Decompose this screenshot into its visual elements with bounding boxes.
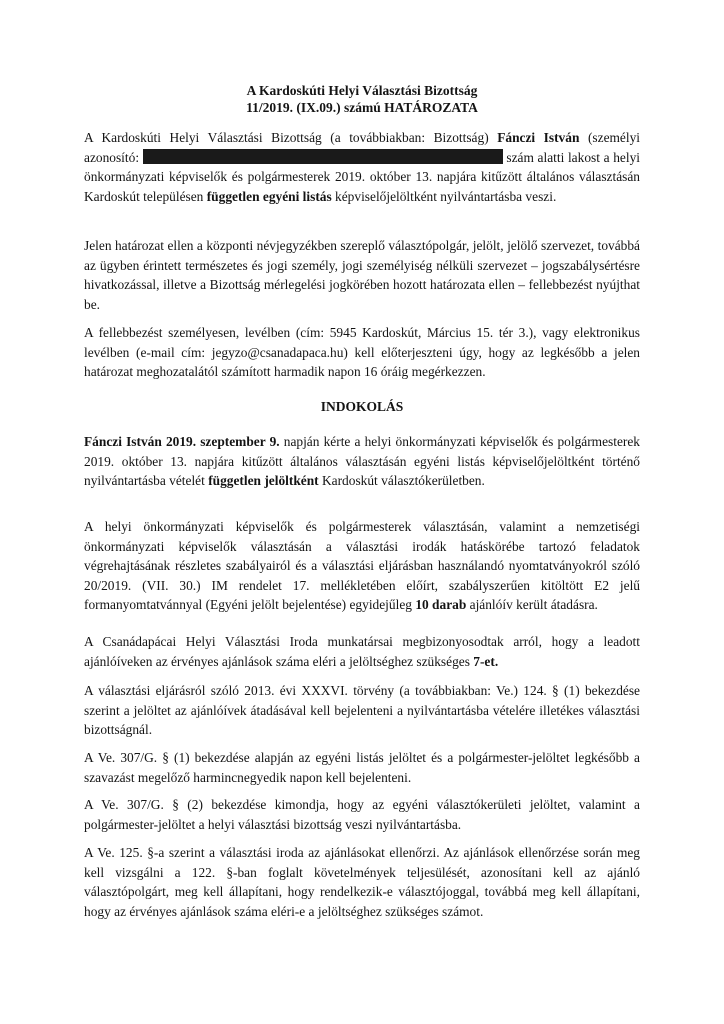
- appeal-submission-paragraph: A fellebbezést személyesen, levélben (cím: 5945 Kardoskút, Március 15. tér 3.), vagy elektronikus levélben (e-mail cím: jegyzo@csanadapaca.hu) kell előterjeszteni úgy, hogy az legkésőbb a jelen határozat meghozatalától számított harmadik napon 16 óráig megérkezzen.: [84, 325, 640, 379]
- reasoning-paragraph-5: A Ve. 307/G. § (1) bekezdése alapján az egyéni listás jelöltet és a polgármester-jelöltet legkésőbb a szavazást megelőző harmincnegyedik napon kell bejelenteni.: [84, 750, 640, 785]
- reasoning-paragraph-3: A Csanádapácai Helyi Választási Iroda munkatársai megbizonyosodtak arról, hogy a leadott ajánlóíveken az érvényes ajánlások száma eléri a jelöltséghez szükséges 7-et.: [84, 634, 640, 669]
- reasoning-paragraph-4: A választási eljárásról szóló 2013. évi XXXVI. törvény (a továbbiakban: Ve.) 124. § (1) bekezdése szerint a jelöltet az ajánlóívek átadásával kell bejelenteni a nyilvántartásba vételére illetékes választási bizottságnál.: [84, 683, 640, 737]
- decision-number-title: 11/2019. (IX.09.) számú HATÁROZATA: [246, 100, 478, 115]
- reasoning-paragraph-1: Fánczi István 2019. szeptember 9. napján kérte a helyi önkormányzati képviselők és polgármesterek 2019. október 13. napjára kitűzött általános választásán egyéni listás képviselőjelöltként történő nyilvántartásba vételét független jelöltként Kardoskút választókerületben.: [84, 434, 640, 488]
- candidate-name: Fánczi István: [497, 130, 580, 145]
- appeal-paragraph: Jelen határozat ellen a központi névjegyzékben szereplő választópolgár, jelölt, jelölő szervezet, továbbá az ügyben érintett természetes és jogi személy, jogi személyiség nélküli szervezet – jogszabálysértésre hivatkozással, illetve a Bizottság mérlegelési jogkörében hozott határozata ellen – fellebbezést nyújthat be.: [84, 238, 640, 312]
- reasoning-paragraph-2: A helyi önkormányzati képviselők és polgármesterek választásán, valamint a nemzetiségi önkormányzati képviselők választásán a választási irodák hatáskörébe tartozó feladatok végrehajtásának részletes szabályairól és a választási eljárásban használandó nyomtatványokról szóló 20/2019. (VII. 30.) IM rendelet 17. mellékletében előírt, szabályszerűen kitöltött E2 jelű formanyomtatvánnyal (Egyéni jelölt bejelentése) egyidejűleg 10 darab ajánlóív került átadásra.: [84, 519, 640, 612]
- reasoning-heading: INDOKOLÁS: [320, 399, 404, 414]
- reasoning-paragraph-7: A Ve. 125. §-a szerint a választási iroda az ajánlásokat ellenőrzi. Az ajánlások ellenőrzése során meg kell vizsgálni a 122. §-ban foglalt követelmények teljesülését, azonosítani kell az ajánló választópolgárt, meg kell állapítani, hogy rendelkezik-e választójoggal, továbbá meg kell állapítani, hogy az érvényes ajánlások száma eléri-e a jelöltséghez szükséges számot.: [84, 845, 640, 919]
- authority-title: A Kardoskúti Helyi Választási Bizottság: [246, 83, 478, 98]
- redacted-id-block: [143, 149, 503, 164]
- decision-paragraph: A Kardoskúti Helyi Választási Bizottság (a továbbiakban: Bizottság) Fánczi István (személyi azonosító: szám alatti lakost a helyi önkormányzati képviselők és polgármesterek 2019. október 13. napjára kitűzött általános választásán Kardoskút településen független egyéni listás képviselőjelöltként nyilvántartásba veszi.: [84, 130, 641, 204]
- reasoning-paragraph-6: A Ve. 307/G. § (2) bekezdése kimondja, hogy az egyéni választókerületi jelöltet, valamint a polgármester-jelöltet a helyi választási bizottság veszi nyilvántartásba.: [84, 797, 640, 832]
